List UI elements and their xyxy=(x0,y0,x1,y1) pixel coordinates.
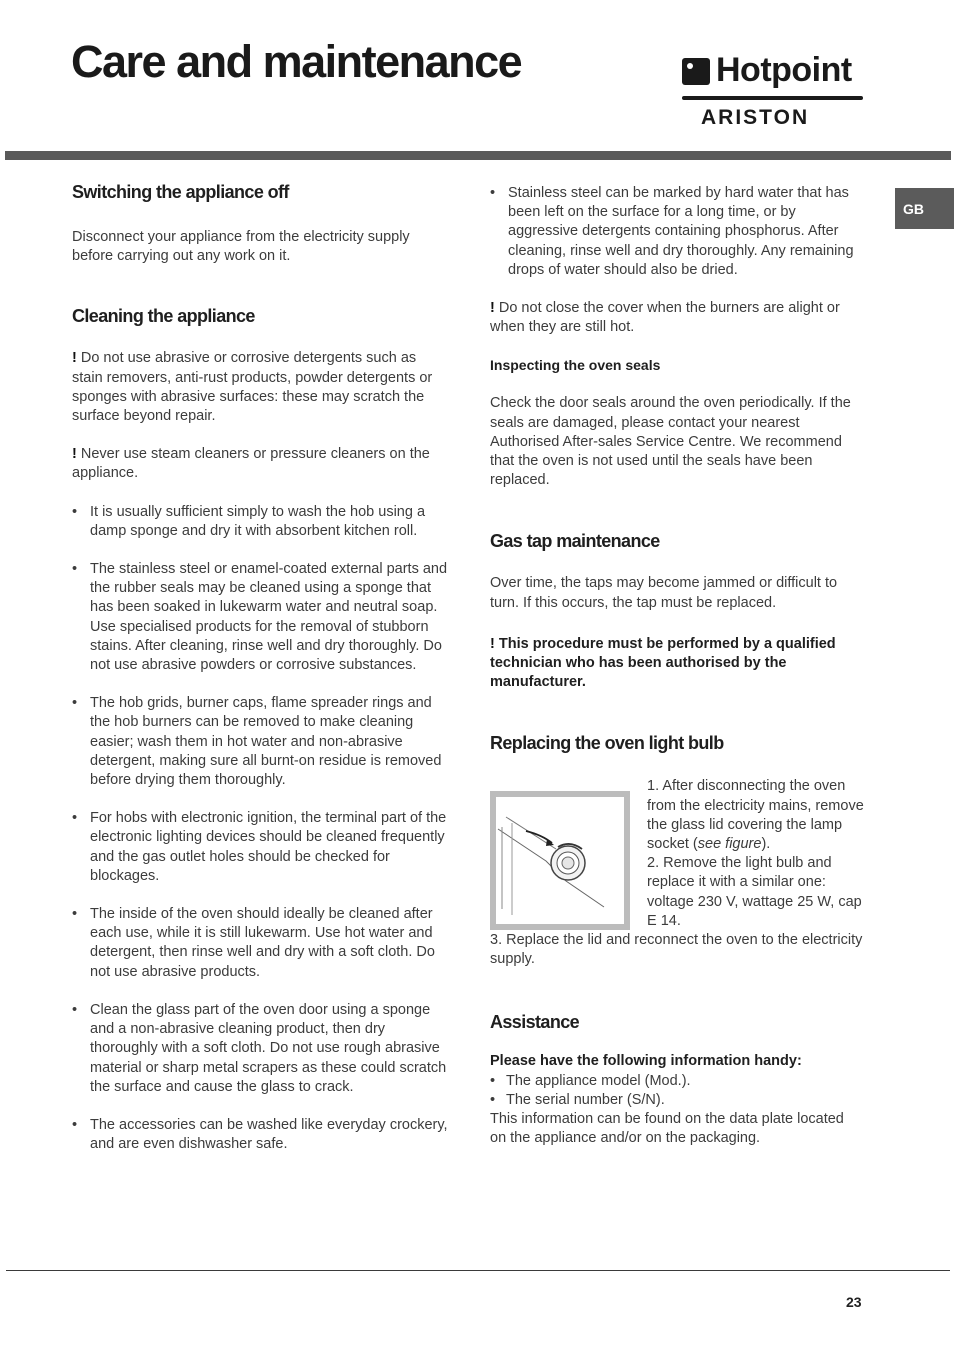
list-item: • The inside of the oven should ideally be cleaned after each use, while it is still lukewarm. Use hot water and detergent, then rinse well and dry with a soft cloth. Do not use abrasive products. xyxy=(72,905,448,982)
gas-heading: Gas tap maintenance xyxy=(490,531,660,552)
page-number: 23 xyxy=(846,1294,862,1310)
left-column xyxy=(72,182,448,1154)
warning-steam-text: Never use steam cleaners or pressure cleaners on the appliance. xyxy=(72,446,430,482)
bulb-step-1-close: ). xyxy=(761,836,771,853)
switching-heading: Switching the appliance off xyxy=(72,182,289,202)
seals-heading: Inspecting the oven seals xyxy=(490,357,661,374)
bulb-steps xyxy=(647,777,867,931)
list-item: • The appliance model (Mod.). xyxy=(490,1072,864,1091)
list-item: • The stainless steel or enamel-coated external parts and the rubber seals may be cleaned using a sponge that has been soaked in lukewarm water and neutral soap. Use specialised products for the removal of stubborn stains. After cleaning, rinse well and dry thoroughly. Do not use abrasive powders or corrosive substances. xyxy=(72,560,448,675)
bulb-step-3: 3. Replace the lid and reconnect the oven to the electricity supply. xyxy=(490,932,863,968)
page-title: Care and maintenance xyxy=(71,36,522,87)
list-item: • It is usually sufficient simply to wash the hob using a damp sponge and dry it with absorbent kitchen roll. xyxy=(72,503,448,541)
gas-text: Over time, the taps may become jammed or difficult to turn. If this occurs, the tap must be replaced. xyxy=(490,575,838,611)
list-item: • The accessories can be washed like everyday crockery, and are even dishwasher safe. xyxy=(72,1116,448,1154)
bulb-step-1-text: 1. After disconnecting the oven from the electricity mains, remove the glass lid covering the lamp socket ( xyxy=(647,778,864,853)
right-column xyxy=(490,184,864,1149)
brand-name: Hotpoint xyxy=(716,51,852,89)
brand-logo xyxy=(682,51,864,130)
list-item: • The hob grids, burner caps, flame spreader rings and the hob burners can be removed to make cleaning easier; wash them in hot water and non-abrasive detergent, making sure all burnt-on residue is removed before drying them thoroughly. xyxy=(72,694,448,790)
assistance-text: This information can be found on the data plate located on the appliance and/or on the packaging. xyxy=(490,1111,844,1147)
warning-cover xyxy=(490,299,864,337)
brand-rule xyxy=(682,96,863,100)
language-tab: GB xyxy=(895,188,954,229)
warning-icon: ! xyxy=(72,350,77,367)
list-item: • For hobs with electronic ignition, the terminal part of the electronic lighting devices should be cleaned frequently and the gas outlet holes should be checked for blockages. xyxy=(72,809,448,886)
header-divider xyxy=(5,151,951,160)
bulb-heading: Replacing the oven light bulb xyxy=(490,733,724,754)
lamp-socket-figure xyxy=(490,791,630,930)
list-item: • The serial number (S/N). xyxy=(490,1091,864,1110)
assistance-lead: Please have the following information handy: xyxy=(490,1053,802,1070)
cleaning-heading: Cleaning the appliance xyxy=(72,306,255,327)
brand-mark-icon xyxy=(682,58,710,85)
warning-abrasive-text: Do not use abrasive or corrosive detergents such as stain removers, anti-rust products, powder detergents or sponges with abrasive surfaces: these may scratch the surface beyond repair. xyxy=(72,350,433,425)
brand-sub: ARISTON xyxy=(701,106,810,129)
warning-abrasive xyxy=(72,349,448,426)
list-item: • Stainless steel can be marked by hard water that has been left on the surface for a long time, or by aggressive detergents containing phosphorus. After cleaning, rinse well and dry thoroughly. Any remaining drops of water should also be dried. xyxy=(490,184,864,280)
bulb-step-2: 2. Remove the light bulb and replace it with a similar one: voltage 230 V, wattage 25 W, cap E 14. xyxy=(647,855,862,929)
warning-icon: ! xyxy=(490,635,495,652)
list-item: • Clean the glass part of the oven door using a sponge and a non-abrasive cleaning product, then dry thoroughly with a soft cloth. Do not use rough abrasive material or sharp metal scrapers as these could scratch the surface and cause the glass to crack. xyxy=(72,1001,448,1097)
warning-steam xyxy=(72,445,448,483)
assistance-heading: Assistance xyxy=(490,1012,580,1033)
warning-cover-text: Do not close the cover when the burners are alight or when they are still hot. xyxy=(490,300,840,336)
warning-icon: ! xyxy=(490,300,495,317)
switching-text: Disconnect your appliance from the electricity supply before carrying out any work on it. xyxy=(72,229,410,265)
gas-warning-text: This procedure must be performed by a qualified technician who has been authorised by the manufacturer. xyxy=(490,635,836,691)
footer-divider xyxy=(6,1270,950,1271)
gas-warning xyxy=(490,635,864,693)
seals-text: Check the door seals around the oven periodically. If the seals are damaged, please contact your nearest Authorised After-sales Service Centre. We recommend that the oven is not used until the seals have been replaced. xyxy=(490,395,851,489)
figure-reference: see figure xyxy=(697,836,762,853)
lamp-socket-illustration xyxy=(496,797,624,924)
bulb-step-1 xyxy=(647,777,867,854)
warning-icon: ! xyxy=(72,446,77,463)
